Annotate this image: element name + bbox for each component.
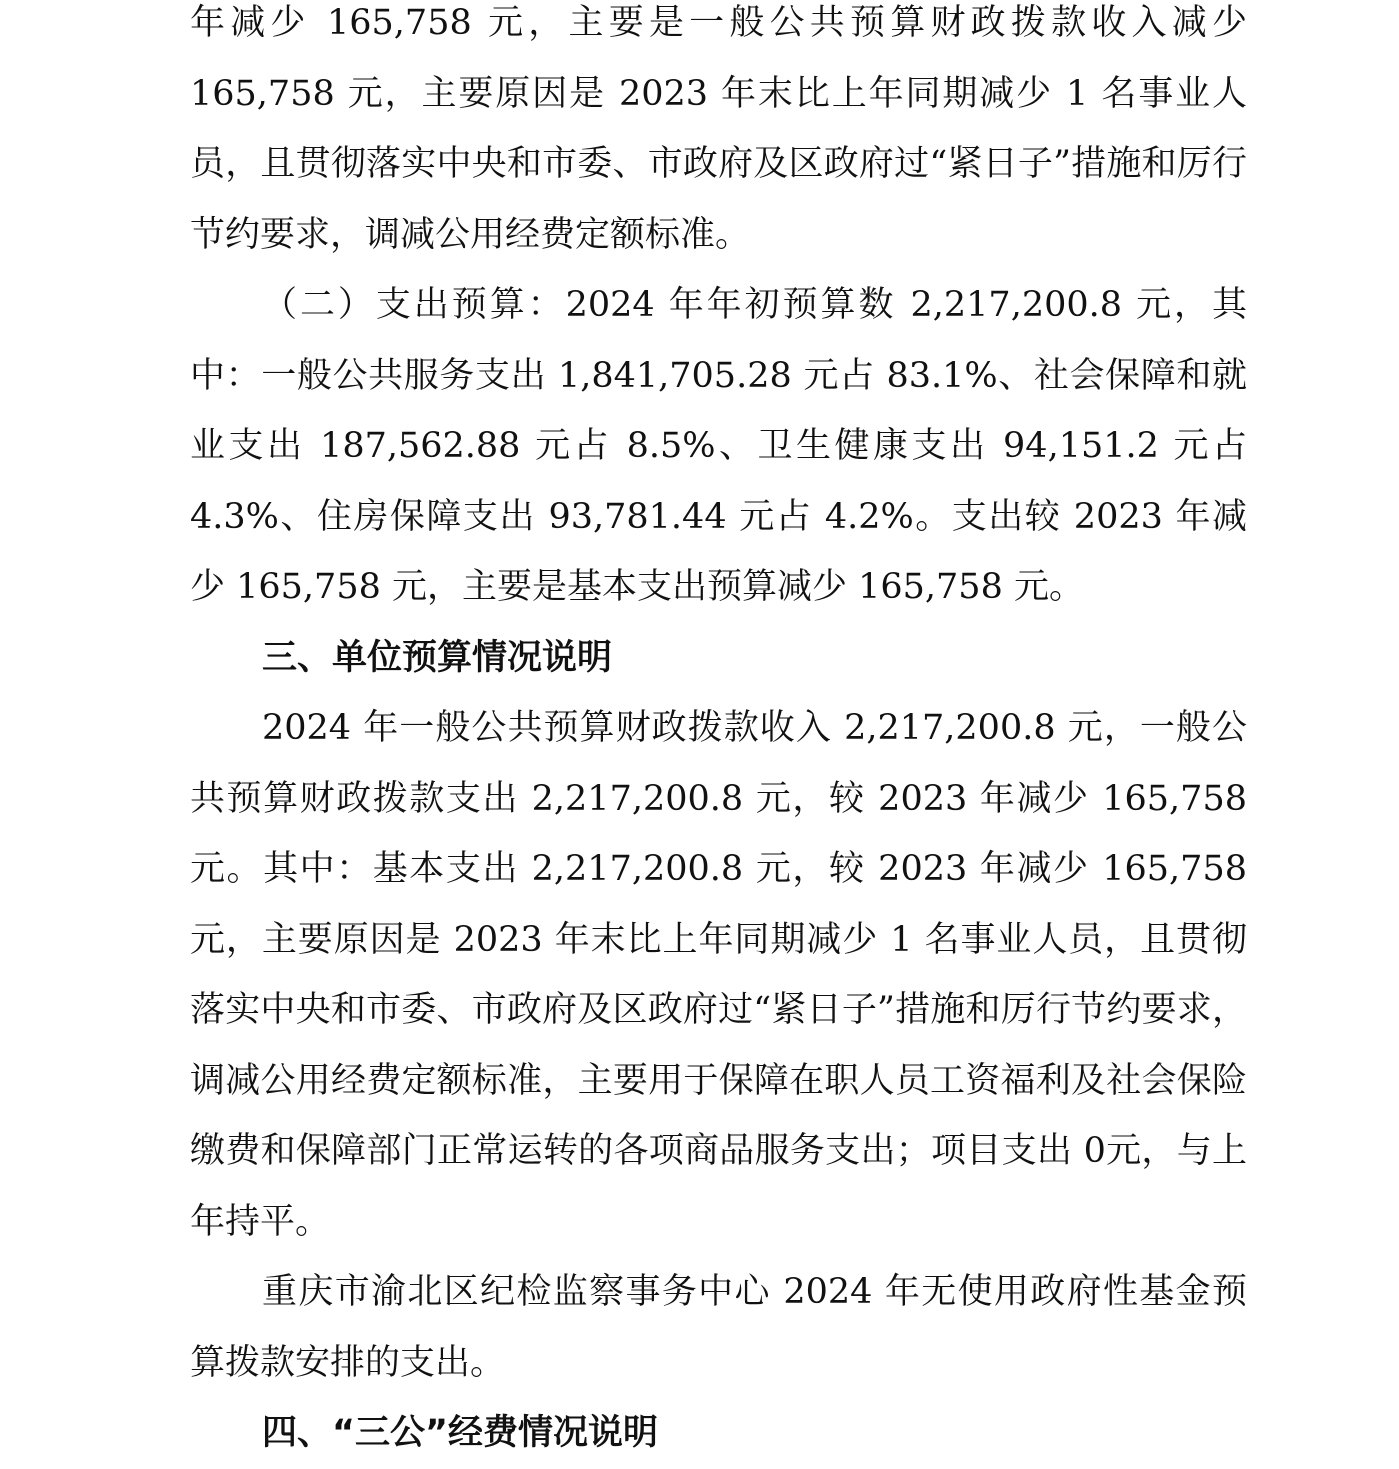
section-heading-unit-budget: 三、单位预算情况说明 bbox=[262, 637, 613, 678]
paragraph-unit-budget-details: 2024 年一般公共预算财政拨款收入 2,217,200.8 元，一般公共预算财政拨款支出 2,217,200.8 元，较 2023 年减少 165,758 元。其中：基本支出 2,217,200.8 元，较 2023 年减少 165,758 元，主要原因是 2023 年末比上年同期减少 1 名事业人员，且贯彻落实中央和市委、市政府及区政府过“紧日子”措施和厉行节约要求，调减公用经费定额标准，主要用于保障在职人员工资福利及社会保险缴费和保障部门正常运转的各项商品服务支出；项目支出 0元，与上年持平。 bbox=[190, 708, 1247, 1242]
document-body bbox=[190, 0, 1247, 1469]
paragraph-income-explanation: 年减少 165,758 元，主要是一般公共预算财政拨款收入减少165,758 元，主要原因是 2023 年末比上年同期减少 1 名事业人员，且贯彻落实中央和市委、市政府及区政府过“紧日子”措施和厉行节约要求，调减公用经费定额标准。 bbox=[190, 3, 1247, 255]
paragraph-expenditure-budget: （二）支出预算：2024 年年初预算数 2,217,200.8 元，其中：一般公共服务支出 1,841,705.28 元占 83.1%、社会保障和就业支出 187,562.88 元占 8.5%、卫生健康支出 94,151.2 元占 4.3%、住房保障支出 93,781.44 元占 4.2%。支出较 2023 年减少 165,758 元，主要是基本支出预算减少 165,758 元。 bbox=[190, 285, 1247, 607]
paragraph-government-fund: 重庆市渝北区纪检监察事务中心 2024 年无使用政府性基金预算拨款安排的支出。 bbox=[190, 1272, 1247, 1383]
section-heading-three-public-expenses: 四、“三公”经费情况说明 bbox=[262, 1413, 659, 1453]
